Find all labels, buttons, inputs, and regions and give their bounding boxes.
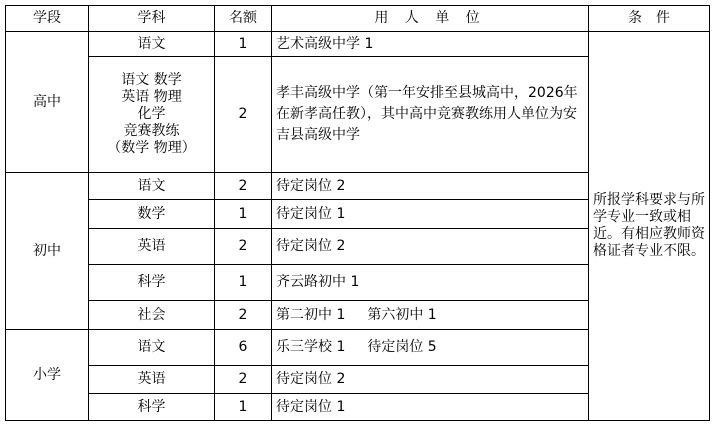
quota-cell: 2	[215, 229, 272, 265]
stage-cell-primary: 小学	[6, 330, 89, 421]
subject-cell: 语文	[89, 32, 215, 57]
subject-cell: 社会	[89, 301, 215, 330]
unit-cell	[272, 301, 589, 330]
subject-cell: 英语	[89, 366, 215, 394]
quota-cell: 6	[215, 330, 272, 366]
unit-cell: 待定岗位 1	[272, 200, 589, 229]
subject-cell: 科学	[89, 394, 215, 421]
quota-cell: 1	[215, 394, 272, 421]
stage-cell-middle: 初中	[6, 173, 89, 330]
quota-cell: 2	[215, 366, 272, 394]
unit-cell: 孝丰高级中学（第一年安排至县城高中，2026年在新孝高任教），其中高中竞赛教练用人单位为安吉县高级中学	[272, 57, 589, 173]
subject-line: 语文 数学	[121, 72, 182, 88]
header-unit: 用 人 单 位	[272, 6, 589, 32]
recruitment-table	[5, 5, 710, 421]
unit-cell: 艺术高级中学 1	[272, 32, 589, 57]
header-quota: 名额	[215, 6, 272, 32]
subject-cell-multi	[89, 57, 215, 173]
quota-cell: 1	[215, 200, 272, 229]
unit-entry: 待定岗位 5	[367, 339, 437, 355]
subject-cell: 语文	[89, 173, 215, 200]
unit-cell: 待定岗位 2	[272, 173, 589, 200]
header-row	[6, 6, 710, 32]
header-condition: 条 件	[589, 6, 710, 32]
condition-cell: 所报学科要求与所学专业一致或相近。有相应教师资格证者专业不限。	[589, 32, 710, 421]
unit-cell: 待定岗位 1	[272, 394, 589, 421]
quota-cell: 2	[215, 301, 272, 330]
quota-cell: 1	[215, 32, 272, 57]
unit-entry: 第二初中 1	[276, 306, 346, 323]
subject-line: 英语 物理	[121, 89, 182, 105]
table-row	[6, 32, 710, 57]
header-stage: 学段	[6, 6, 89, 32]
subject-cell: 英语	[89, 229, 215, 265]
unit-cell	[272, 330, 589, 366]
header-subject: 学科	[89, 6, 215, 32]
quota-cell: 2	[215, 173, 272, 200]
stage-cell-high: 高中	[6, 32, 89, 173]
unit-cell: 齐云路初中 1	[272, 265, 589, 301]
subject-cell: 语文	[89, 330, 215, 366]
subject-cell: 数学	[89, 200, 215, 229]
subject-line: （数学 物理）	[107, 140, 196, 156]
subject-line: 竞赛教练	[123, 123, 180, 139]
unit-cell: 待定岗位 2	[272, 366, 589, 394]
unit-cell: 待定岗位 2	[272, 229, 589, 265]
quota-cell: 1	[215, 265, 272, 301]
subject-line: 化学	[137, 106, 166, 122]
subject-cell: 科学	[89, 265, 215, 301]
unit-entry: 第六初中 1	[367, 306, 437, 323]
quota-cell: 2	[215, 57, 272, 173]
unit-entry: 乐三学校 1	[276, 339, 346, 355]
